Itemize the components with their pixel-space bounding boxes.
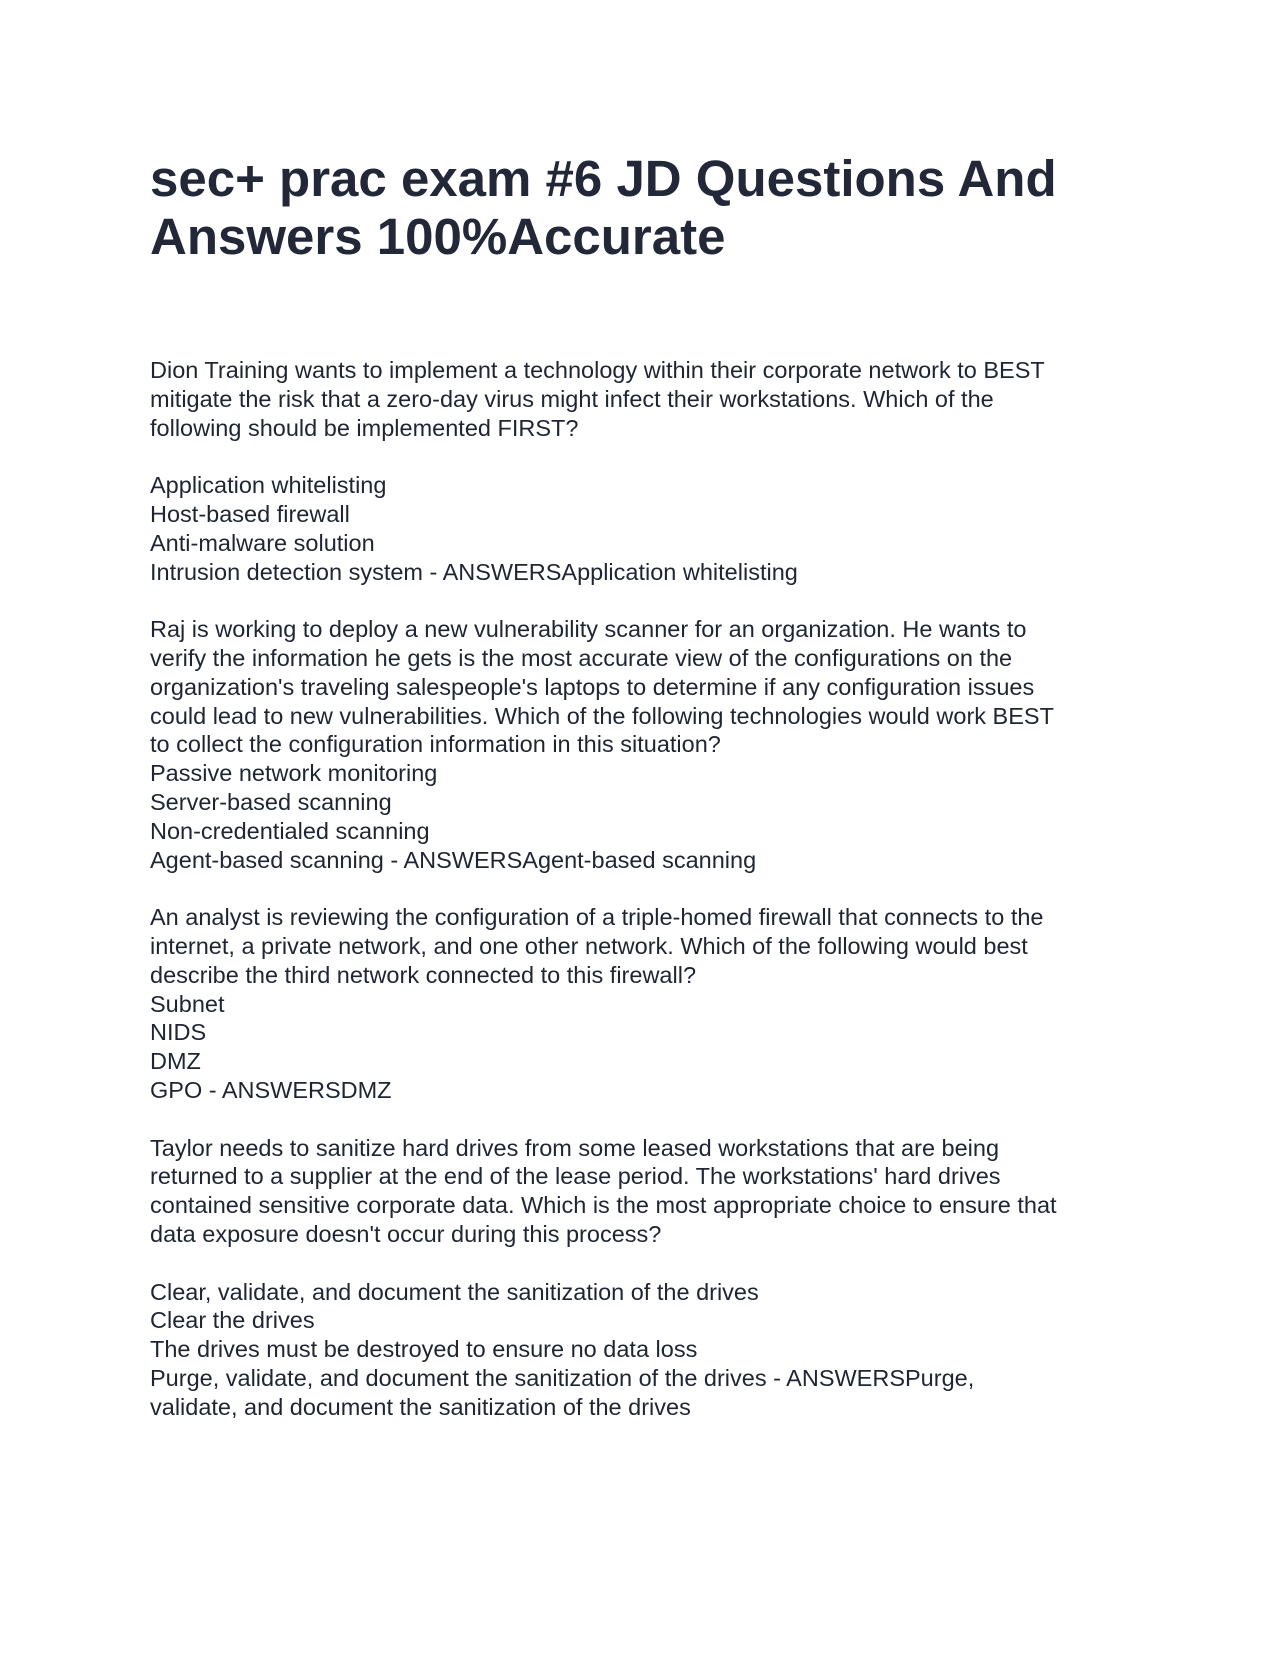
option-line: The drives must be destroyed to ensure no data loss — [150, 1336, 698, 1363]
option-line: Host-based firewall — [150, 500, 350, 527]
question-line: Dion Training wants to implement a technology within their corporate network to BEST — [150, 357, 1045, 383]
option-line: Application whitelisting — [150, 472, 387, 499]
document-title — [150, 150, 1140, 266]
option-line: validate, and document the sanitization of the drives — [150, 1393, 691, 1420]
question-block — [150, 1134, 1140, 1422]
answer-options — [150, 990, 1140, 1105]
question-text — [150, 356, 1140, 442]
question-line: mitigate the risk that a zero-day virus might infect their workstations. Which of the — [150, 385, 994, 412]
option-line: Clear the drives — [150, 1307, 315, 1334]
option-line: Subnet — [150, 990, 225, 1017]
option-line: GPO - ANSWERSDMZ — [150, 1076, 392, 1103]
question-line: data exposure doesn't occur during this process? — [150, 1220, 662, 1247]
question-line: to collect the configuration information in this situation? — [150, 731, 721, 758]
title-line: Answers 100%Accurate — [150, 208, 726, 265]
answer-options — [150, 471, 1140, 586]
question-line: Raj is working to deploy a new vulnerability scanner for an organization. He wants to — [150, 616, 1027, 643]
spacer — [150, 442, 1140, 471]
option-line: DMZ — [150, 1048, 201, 1075]
question-text — [150, 903, 1140, 989]
question-line: An analyst is reviewing the configuration of a triple-homed firewall that connects to the — [150, 904, 1044, 931]
question-line: describe the third network connected to this firewall? — [150, 961, 697, 988]
option-line: NIDS — [150, 1019, 207, 1046]
spacer — [150, 874, 1140, 903]
option-line: Passive network monitoring — [150, 760, 438, 787]
spacer — [150, 1249, 1140, 1278]
question-line: internet, a private network, and one other network. Which of the following would best — [150, 932, 1028, 959]
document-body — [150, 356, 1140, 1421]
option-line: Clear, validate, and document the sanitization of the drives — [150, 1278, 759, 1305]
question-line: contained sensitive corporate data. Which is the most appropriate choice to ensure that — [150, 1192, 1057, 1219]
option-line: Non-credentialed scanning — [150, 817, 430, 844]
question-line: following should be implemented FIRST? — [150, 414, 579, 441]
document-page — [150, 150, 1140, 1421]
question-line: could lead to new vulnerabilities. Which of the following technologies would work BEST — [150, 702, 1054, 729]
spacer — [150, 1105, 1140, 1134]
question-text — [150, 1134, 1140, 1249]
answer-options — [150, 1278, 1140, 1422]
question-line: Taylor needs to sanitize hard drives from some leased workstations that are being — [150, 1134, 1000, 1161]
option-line: Server-based scanning — [150, 788, 392, 815]
question-line: verify the information he gets is the most accurate view of the configurations on the — [150, 644, 1013, 671]
option-line: Anti-malware solution — [150, 529, 375, 556]
question-line: returned to a supplier at the end of the lease period. The workstations' hard drives — [150, 1163, 1001, 1190]
question-block — [150, 903, 1140, 1105]
option-line: Purge, validate, and document the sanitization of the drives - ANSWERSPurge, — [150, 1364, 975, 1391]
question-line: organization's traveling salespeople's laptops to determine if any configuration issues — [150, 673, 1035, 700]
question-block — [150, 356, 1140, 586]
option-line: Intrusion detection system - ANSWERSApplication whitelisting — [150, 558, 798, 585]
question-text — [150, 615, 1140, 759]
spacer — [150, 586, 1140, 615]
answer-options — [150, 759, 1140, 874]
title-line: sec+ prac exam #6 JD Questions And — [150, 150, 1057, 207]
question-block — [150, 615, 1140, 874]
option-line: Agent-based scanning - ANSWERSAgent-based scanning — [150, 846, 757, 873]
